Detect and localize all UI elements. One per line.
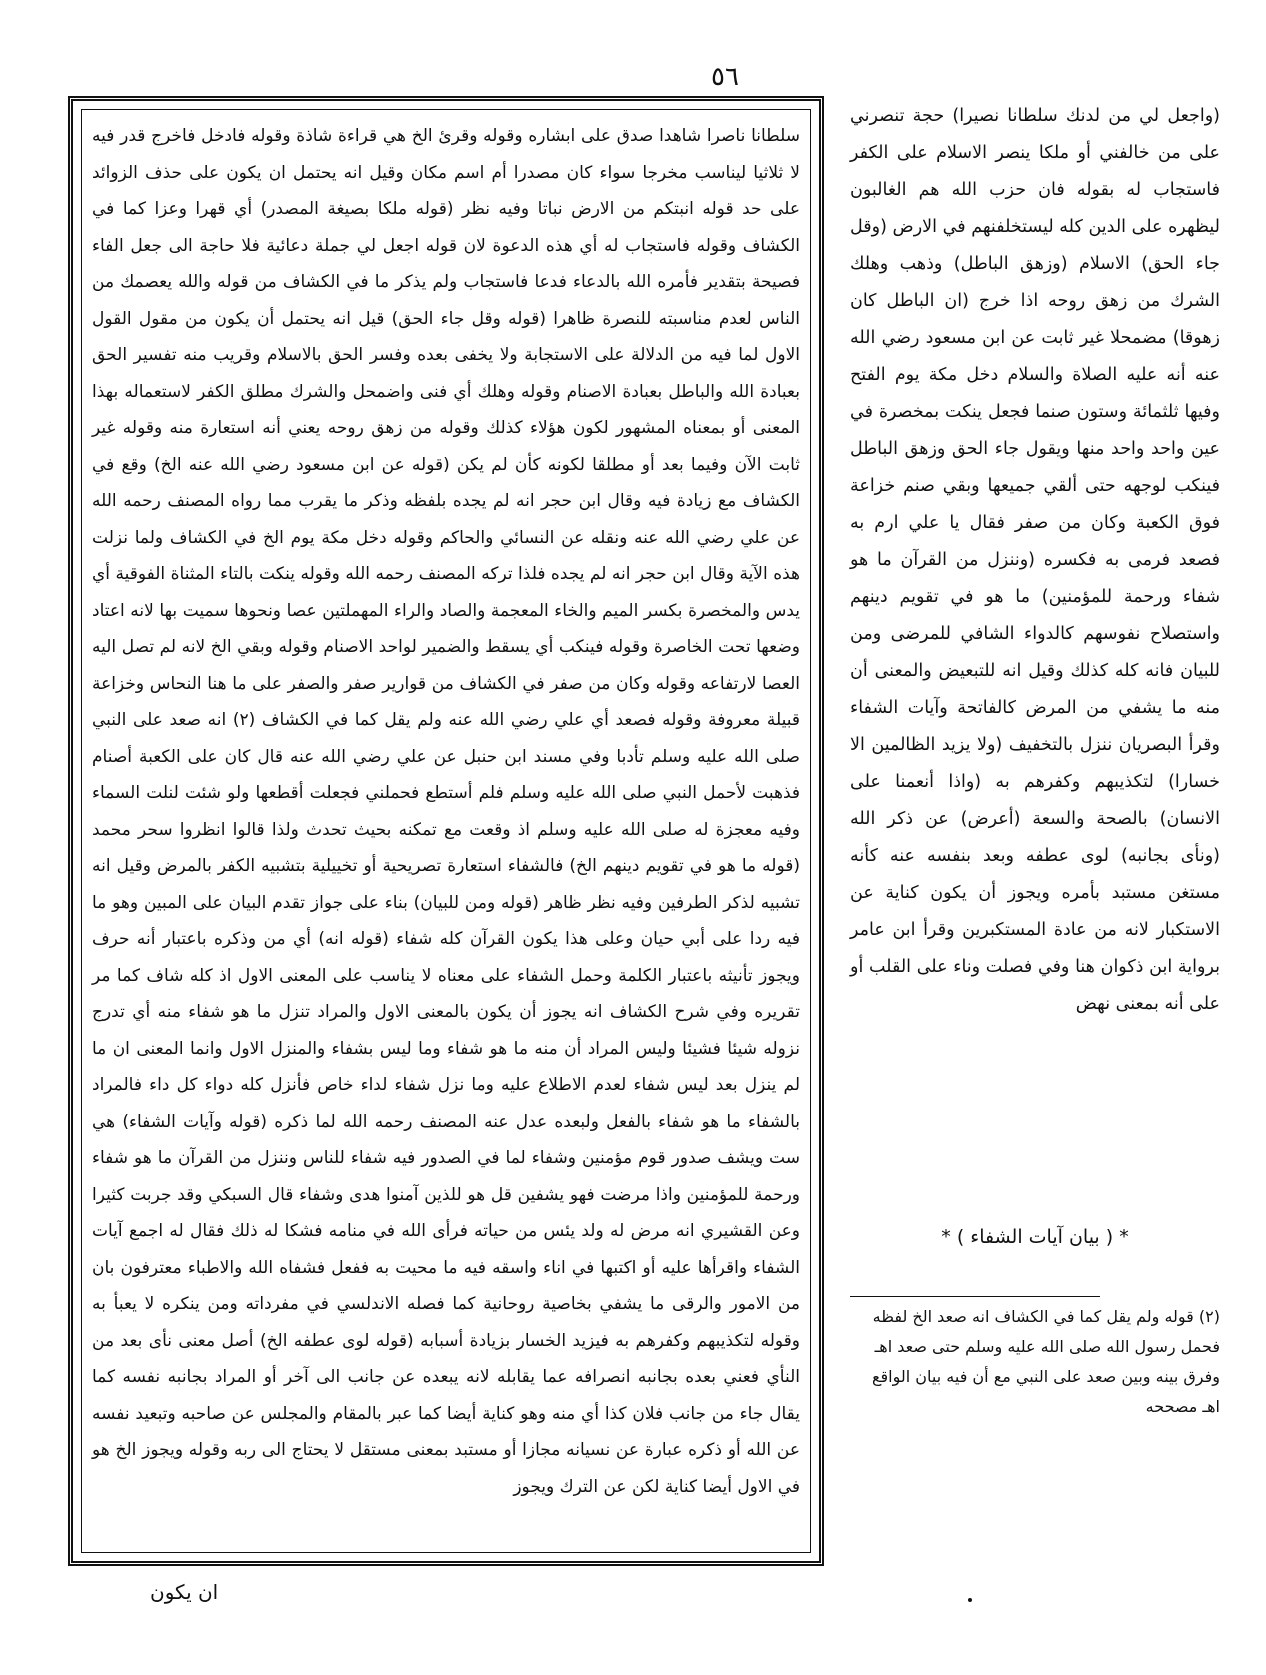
footnote — [850, 1302, 1220, 1452]
section-heading: * ( بيان آيات الشفاء ) * — [941, 1226, 1129, 1248]
catchword: ان يكون — [150, 1580, 219, 1604]
main-commentary-paragraph: سلطانا ناصرا شاهدا صدق على ابشاره وقوله وقرئ الخ هي قراءة شاذة وقوله فادخل فاخرج قدر فيه لا ثلاثيا ليناسب مخرجا سواء كان مصدرا أم اسم مكان وقيل انه يحتمل ان يكون على حذف الزوائد على حد قوله انبتكم من الارض نباتا وفيه نظر (قوله ملكا بصيغة المصدر) أي قهرا وعزا كما في الكشاف وقوله فاستجاب له أي هذه الدعوة لان قوله اجعل لي جملة دعائية فلا حاجة الى جعل الفاء فصيحة بتقدير فأمره الله بالدعاء فدعا فاستجاب ولم يذكر ما في الكشاف من قوله والله يعصمك من الناس لعدم مناسبته للنصرة ظاهرا (قوله وقل جاء الحق) قيل انه يحتمل أن يكون من مقول القول الاول لما فيه من الدلالة على الاستجابة ولا يخفى بعده وفسر الحق بالاسلام وقريب منه تفسير الحق بعبادة الله والباطل بعبادة الاصنام وقوله وهلك أي فنى واضمحل والشرك مطلق الكفر لاستعماله بهذا المعنى أو بمعناه المشهور لكون هؤلاء كذلك وقوله من زهق روحه يعني أنه استعارة منه وقوله غير ثابت الآن وفيما بعد أو مطلقا لكونه كأن لم يكن (قوله عن ابن مسعود رضي الله عنه الخ) وقع في الكشاف مع زيادة فيه وقال ابن حجر انه لم يجده بلفظه وذكر ما يقرب مما رواه المصنف رحمه الله عن علي رضي الله عنه ونقله عن النسائي والحاكم وقوله دخل مكة يوم الخ في الكشاف ولما نزلت هذه الآية وقال ابن حجر انه لم يجده فلذا تركه المصنف رحمه الله وقوله ينكت بالتاء المثناة الفوقية أي يدس والمخصرة بكسر الميم والخاء المعجمة والصاد والراء المهملتين عصا ونحوها سميت بها لانه اعتاد وضعها تحت الخاصرة وقوله فينكب أي يسقط والضمير لواحد الاصنام وقوله وبقي الخ لانه لم تصل اليه العصا لارتفاعه وقوله وكان من صفر في الكشاف من قوارير صفر والصفر على ما هنا النحاس وخزاعة قبيلة معروفة وقوله فصعد أي علي رضي الله عنه ولم يقل كما في الكشاف (٢) انه صعد على النبي صلى الله عليه وسلم تأدبا وفي مسند ابن حنبل عن علي رضي الله عنه قال كان على الكعبة أصنام فذهبت لأحمل النبي صلى الله عليه وسلم فلم أستطع فحملني فجعلت أقطعها ولو شئت لنلت السماء وفيه معجزة له صلى الله عليه وسلم اذ وقعت مع تمكنه بحيث تحدث ولذا قالوا انظروا سحر محمد (قوله ما هو في تقويم دينهم الخ) فالشفاء استعارة تصريحية أو تخييلية بتشبيه الكفر بالمرض وقيل انه تشبيه لذكر الطرفين وفيه نظر ظاهر (قوله ومن للبيان) بناء على جواز تقدم البيان على المبين وهو ما فيه ردا على أبي حيان وعلى هذا يكون القرآن كله شفاء (قوله انه) أي من وذكره باعتبار أنه حرف ويجوز تأنيثه باعتبار الكلمة وحمل الشفاء على معناه لا يناسب على المعنى الاول اذ كله شاف كما مر تقريره وفي شرح الكشاف انه يجوز أن يكون بالمعنى الاول والمراد تنزل ما هو شفاء منه أي تدرج نزوله شيئا فشيئا وليس المراد أن منه ما هو شفاء وما ليس بشفاء والمنزل الاول وانما المعنى ان ما لم ينزل بعد ليس شفاء لعدم الاطلاع عليه وما نزل شفاء لداء خاص فأنزل كله دواء كل داء فالمراد بالشفاء ما هو شفاء بالفعل ولبعده عدل عنه المصنف رحمه الله لما ذكره (قوله وآيات الشفاء) هي ست ويشف صدور قوم مؤمنين وشفاء لما في الصدور فيه شفاء للناس وننزل من القرآن ما هو شفاء ورحمة للمؤمنين واذا مرضت فهو يشفين قل هو للذين آمنوا هدى وشفاء قال السبكي وقد جربت كثيرا وعن القشيري انه مرض له ولد يئس من حياته فرأى الله في منامه فشكا له ذلك فقال له اجمع آيات الشفاء واقرأها عليه أو اكتبها في اناء واسقه فيه ما محيت به ففعل فشفاه الله والاطباء معترفون بان من الامور والرقى ما يشفي بخاصية روحانية كما فصله الاندلسي في مفرداته ومن ينكره لا يعبأ به وقوله لتكذيبهم وكفرهم به فيزيد الخسار بزيادة أسبابه (قوله لوى عطفه الخ) أصل معنى نأى بعد من النأي فعني بعده بجانبه انصرافه عما يقابله لانه يبعده عن جانب الى آخر أو المراد بجانبه نفسه كما يقال جاء من جانب فلان كذا أي منه وهو كناية أيضا كما عبر بالمقام والمجلس عن صاحبه وتبعيد نفسه عن الله أو ذكره عبارة عن نسيانه مجازا أو مستبد بمعنى مستقل لا يحتاج الى ربه وقوله ويجوز الخ هو في الاول أيضا كناية لكن عن الترك ويجوز — [92, 126, 800, 1497]
footnote-text: (٢) قوله ولم يقل كما في الكشاف انه صعد الخ لفظه فحمل رسول الله صلى الله عليه وسلم حتى صعد اهـ وفرق بينه وبين صعد على النبي مع أن فيه بيان الواقع اهـ مصححه — [872, 1307, 1220, 1416]
footnote-divider — [850, 1296, 1100, 1297]
main-commentary-text-block — [92, 118, 800, 1544]
tafsir-margin-text: (واجعل لي من لدنك سلطانا نصيرا) حجة تنصرني على من خالفني أو ملكا ينصر الاسلام على الكفر فاستجاب له بقوله فان حزب الله هم الغالبون ليظهره على الدين كله ليستخلفنهم في الارض (وقل جاء الحق) الاسلام (وزهق الباطل) وذهب وهلك الشرك من زهق روحه اذا خرج (ان الباطل كان زهوقا) مضمحلا غير ثابت عن ابن مسعود رضي الله عنه أنه عليه الصلاة والسلام دخل مكة يوم الفتح وفيها ثلثمائة وستون صنما فجعل ينكت بمخصرة في عين واحد واحد منها ويقول جاء الحق وزهق الباطل فينكب لوجهه حتى ألقي جميعها وبقي صنم خزاعة فوق الكعبة وكان من صفر فقال يا علي ارم به فصعد فرمى به فكسره (وننزل من القرآن ما هو شفاء ورحمة للمؤمنين) ما هو في تقويم دينهم واستصلاح نفوسهم كالدواء الشافي للمرضى ومن للبيان فانه كله كذلك وقيل انه للتبعيض والمعنى أن منه ما يشفي من المرض كالفاتحة وآيات الشفاء وقرأ البصريان ننزل بالتخفيف (ولا يزيد الظالمين الا خسارا) لتكذيبهم وكفرهم به (واذا أنعمنا على الانسان) بالصحة والسعة (أعرض) عن ذكر الله (ونأى بجانبه) لوى عطفه وبعد بنفسه عنه كأنه مستغن مستبد بأمره ويجوز أن يكون كناية عن الاستكبار لانه من عادة المستكبرين وقرأ ابن عامر برواية ابن ذكوان هنا وفي فصلت وناء على القلب أو على أنه بمعنى نهض — [850, 106, 1220, 1014]
main-commentary-inner-border — [81, 109, 811, 1553]
tafsir-margin-column — [850, 98, 1220, 1014]
main-commentary-frame — [68, 96, 824, 1566]
page-number: ٥٦ — [711, 62, 739, 92]
ink-dot — [968, 1598, 972, 1602]
